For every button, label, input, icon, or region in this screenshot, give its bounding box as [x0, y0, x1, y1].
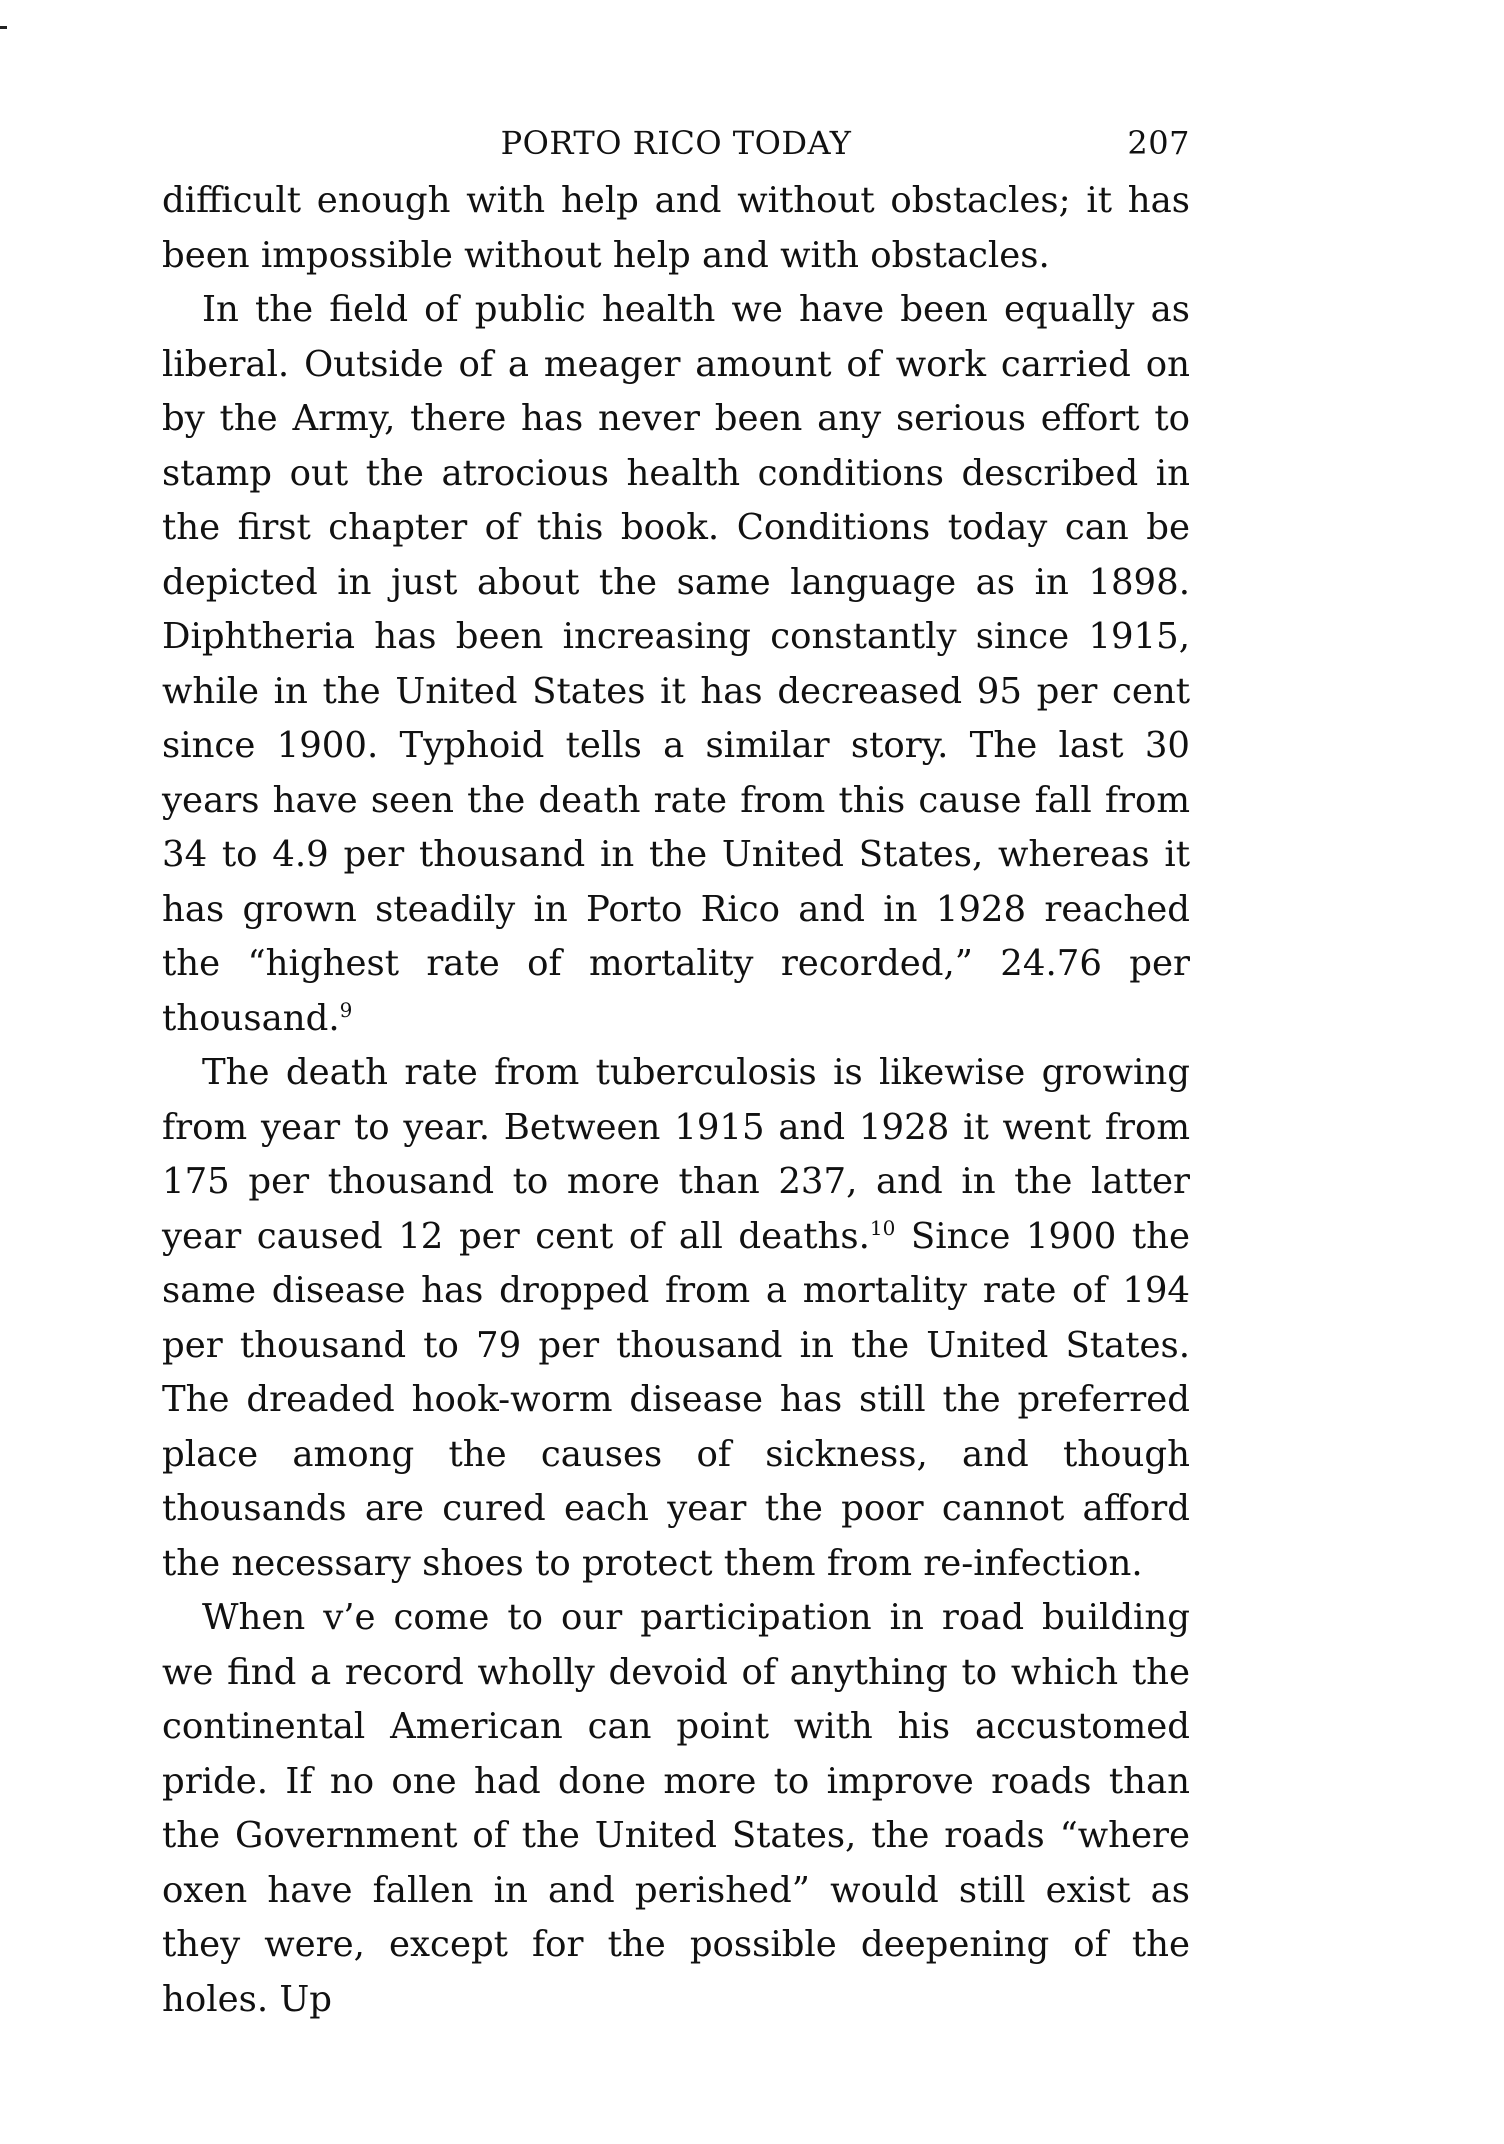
paragraph-text: difficult enough with help and without obstacles; it has been impossible without help and with obstacles.: [162, 180, 1190, 276]
paragraph-text: When v’e come to our participation in road building we find a record wholly devoid of anything to which the continental American can point with his accustomed pride. If no one had done more to improve roads than the Government of the United States, the roads “where oxen have fallen in and perished” would still exist as they were, except for the possible deepening of the holes. Up: [162, 1597, 1190, 2020]
paragraph-road-building: [162, 1591, 1190, 2027]
paragraph-text: The death rate from tuberculosis is likewise growing from year to year. Between 1915 and 1928 it went from 175 per thousand to more than 237, and in the latter year caused 12 per cent of all deaths.: [162, 1052, 1190, 1257]
paragraph-public-health: [162, 283, 1190, 1046]
paragraph-text: In the field of public health we have been equally as liberal. Outside of a meager amount of work carried on by the Army, there has never been any serious effort to stamp out the atrocious health conditions described in the first chapter of this book. Conditions today can be depicted in just about the same language as in 1898. Diphtheria has been increasing constantly since 1915, while in the United States it has decreased 95 per cent since 1900. Typhoid tells a similar story. The last 30 years have seen the death rate from this cause fall from 34 to 4.9 per thousand in the United States, whereas it has grown steadily in Porto Rico and in 1928 reached the “highest rate of mortality recorded,” 24.76 per thousand.: [162, 289, 1190, 1039]
page-number: 207: [1127, 124, 1190, 162]
footnote-marker: 9: [339, 997, 353, 1022]
paragraph-tuberculosis: [162, 1046, 1190, 1591]
running-head: [162, 120, 1190, 174]
footnote-marker: 10: [869, 1215, 896, 1240]
paragraph-text: Since 1900 the same disease has dropped from a mortality rate of 194 per thousand to 79 per thousand in the United States. The dreaded hook-worm disease has still the preferred place among the causes of sickness, and though thousands are cured each year the poor cannot afford the necessary shoes to protect them from re-infection.: [162, 1215, 1190, 1584]
book-page: [162, 120, 1190, 2027]
scan-edge-mark: [0, 26, 7, 29]
body-text: [162, 174, 1190, 2027]
running-title: PORTO RICO TODAY: [500, 124, 852, 162]
paragraph-continued: [162, 174, 1190, 283]
